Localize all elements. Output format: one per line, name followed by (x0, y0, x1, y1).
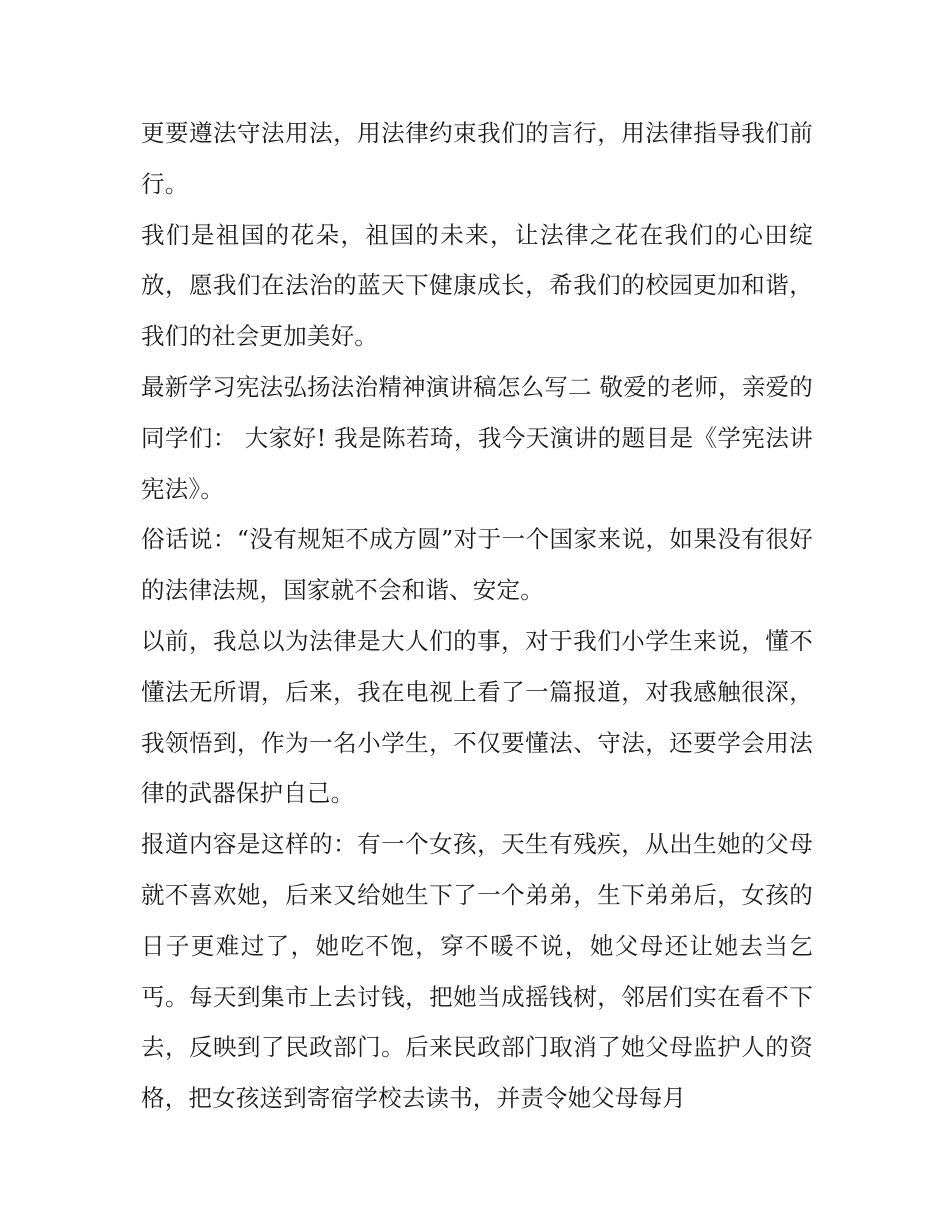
paragraph-5: 以前，我总以为法律是大人们的事，对于我们小学生来说，懂不懂法无所谓，后来，我在电视上看了一篇报道，对我感触很深，我领悟到，作为一名小学生，不仅要懂法、守法，还要学会用法律的武器保护自己。 (141, 626, 813, 808)
document-body (141, 108, 813, 1124)
paragraph-1: 更要遵法守法用法，用法律约束我们的言行，用法律指导我们前行。 (141, 119, 813, 198)
paragraph-4: 俗话说：“没有规矩不成方圆”对于一个国家来说，如果没有很好的法律法规，国家就不会和谐、安定。 (141, 525, 813, 605)
paragraph-2: 我们是祖国的花朵，祖国的未来，让法律之花在我们的心田绽放，愿我们在法治的蓝天下健康成长，希我们的校园更加和谐，我们的社会更加美好。 (141, 220, 813, 351)
paragraph-3: 最新学习宪法弘扬法治精神演讲稿怎么写二 敬爱的老师，亲爱的同学们： 大家好! 我是陈若琦，我今天演讲的题目是《学宪法讲宪法》。 (141, 372, 813, 503)
paragraph-6: 报道内容是这样的：有一个女孩，天生有残疾，从出生她的父母就不喜欢她，后来又给她生下了一个弟弟，生下弟弟后，女孩的日子更难过了，她吃不饱，穿不暖不说，她父母还让她去当乞丐。每天到集市上去讨钱，把她当成摇钱树，邻居们实在看不下去，反映到了民政部门。后来民政部门取消了她父母监护人的资格，把女孩送到寄宿学校去读书，并责令她父母每月 (141, 830, 813, 1113)
